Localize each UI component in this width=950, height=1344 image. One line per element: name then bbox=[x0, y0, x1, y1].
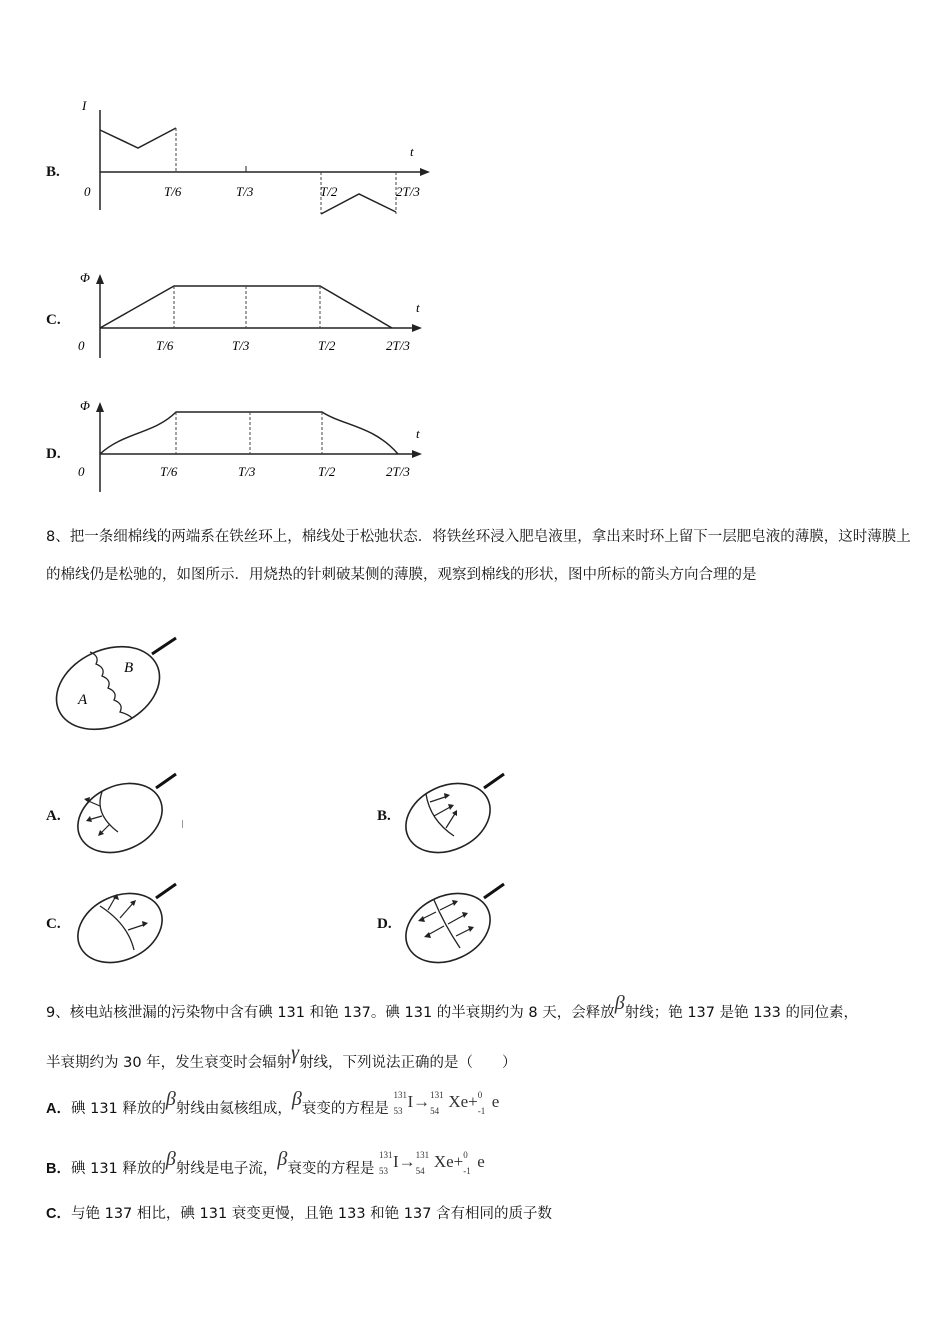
q8-option-b-label[interactable]: B. bbox=[377, 808, 391, 824]
q8-main-figure bbox=[50, 634, 180, 734]
tick-label: T/3 bbox=[232, 338, 250, 353]
question-9-line-2 bbox=[46, 1042, 517, 1073]
option-text: 射线由氦核组成， bbox=[175, 1101, 292, 1117]
q9-option-c[interactable] bbox=[46, 1202, 552, 1223]
y-label: I bbox=[82, 98, 87, 113]
beta-symbol: β bbox=[291, 1088, 302, 1110]
question-9-line-1 bbox=[46, 992, 859, 1023]
tick-label: T/6 bbox=[156, 338, 174, 353]
graph-d bbox=[74, 396, 434, 496]
curve bbox=[100, 412, 398, 454]
region-b-label: B bbox=[124, 660, 134, 676]
q8-option-c-figure[interactable] bbox=[72, 880, 192, 970]
beta-symbol: β bbox=[165, 1148, 176, 1170]
beta-symbol: β bbox=[165, 1088, 176, 1110]
option-label: C． bbox=[46, 1206, 71, 1222]
option-label: A． bbox=[46, 1101, 71, 1117]
x-label: t bbox=[416, 426, 420, 441]
q8-option-c-label[interactable]: C. bbox=[46, 916, 61, 932]
graph-b bbox=[78, 98, 438, 228]
x-axis-arrow bbox=[420, 168, 430, 176]
question-8-text: 8、把一条细棉线的两端系在铁丝环上，棉线处于松弛状态．将铁丝环浸入肥皂液里，拿出来时环上留下一层肥皂液的薄膜，这时薄膜上的棉线仍是松驰的，如图所示．用烧热的针刺破某侧的薄膜，观察到棉线的形状，图中所标的箭头方向合理的是 bbox=[46, 529, 911, 583]
y-label: Φ bbox=[80, 398, 90, 413]
region-a-label: A bbox=[78, 692, 88, 708]
origin-label: 0 bbox=[78, 338, 85, 353]
x-label: t bbox=[416, 300, 420, 315]
option-c-label: C. bbox=[46, 312, 61, 328]
origin-label: 0 bbox=[78, 464, 85, 479]
decay-equation: 131 53 I→ 131 54 Xe+ 0 -1 e bbox=[393, 1090, 500, 1117]
tick-label: 2T/3 bbox=[386, 464, 410, 479]
tick-label: T/6 bbox=[164, 184, 182, 199]
q8-option-a-label[interactable]: A. bbox=[46, 808, 61, 824]
q8-option-d-figure[interactable] bbox=[400, 880, 520, 970]
option-text: 衰变的方程是 bbox=[287, 1161, 375, 1177]
tick-label: T/2 bbox=[320, 184, 338, 199]
tick-label: T/3 bbox=[236, 184, 254, 199]
x-label: t bbox=[410, 144, 414, 159]
tick-label: T/6 bbox=[160, 464, 178, 479]
option-text: 与铯 137 相比，碘 131 衰变更慢，且铯 133 和铯 137 含有相同的质子数 bbox=[70, 1206, 553, 1222]
q9-text: 9、核电站核泄漏的污染物中含有碘 131 和铯 137。碘 131 的半衰期约为 8 天，会释放 bbox=[46, 1005, 615, 1021]
decay-equation: 131 53 I→ 131 54 Xe+ 0 -1 e bbox=[378, 1150, 485, 1177]
q9-text: 射线，下列说法正确的是（ ） bbox=[299, 1055, 517, 1071]
q8-option-d-label[interactable]: D. bbox=[377, 916, 392, 932]
option-label: B． bbox=[46, 1161, 71, 1177]
q9-option-a[interactable] bbox=[46, 1088, 500, 1122]
q9-text: 射线；铯 137 是铯 133 的同位素， bbox=[624, 1005, 859, 1021]
option-b-label: B. bbox=[46, 164, 60, 180]
q9-option-b[interactable] bbox=[46, 1148, 485, 1182]
curve-positive bbox=[100, 128, 176, 148]
gamma-symbol: γ bbox=[291, 1042, 300, 1064]
q9-text: 半衰期约为 30 年，发生衰变时会辐射 bbox=[46, 1055, 292, 1071]
beta-symbol: β bbox=[614, 992, 625, 1014]
q8-option-a-figure[interactable] bbox=[72, 770, 192, 860]
tick-label: T/2 bbox=[318, 464, 336, 479]
q8-option-b-figure[interactable] bbox=[400, 770, 520, 860]
tick-label: 2T/3 bbox=[386, 338, 410, 353]
option-text: 衰变的方程是 bbox=[301, 1101, 389, 1117]
graph-c bbox=[74, 268, 434, 358]
option-d-label: D. bbox=[46, 446, 61, 462]
tick-label: T/2 bbox=[318, 338, 336, 353]
beta-symbol: β bbox=[277, 1148, 288, 1170]
option-text: 碘 131 释放的 bbox=[70, 1101, 166, 1117]
y-label: Φ bbox=[80, 270, 90, 285]
option-text: 碘 131 释放的 bbox=[70, 1161, 166, 1177]
tick-label: T/3 bbox=[238, 464, 256, 479]
origin-label: 0 bbox=[84, 184, 91, 199]
option-text: 射线是电子流， bbox=[175, 1161, 278, 1177]
tick-label: 2T/3 bbox=[396, 184, 420, 199]
